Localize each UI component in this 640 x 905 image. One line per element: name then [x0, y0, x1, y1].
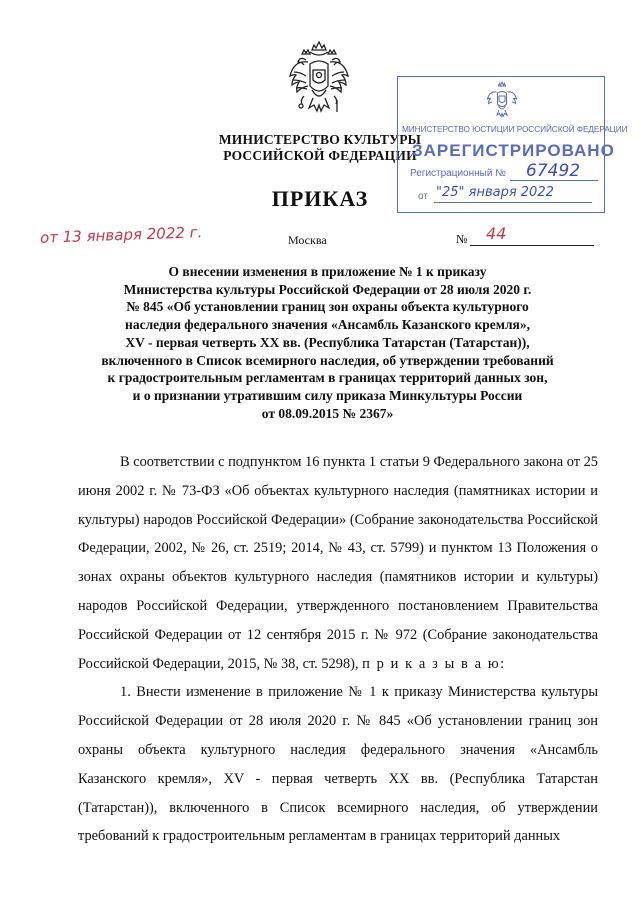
body-paragraph-1	[78, 448, 598, 678]
stamp-date-line	[434, 202, 592, 203]
stamp-date-prefix: от	[418, 191, 428, 202]
heading-line: Министерства культуры Российской Федерации от 28 июля 2020 г.	[123, 281, 532, 297]
order-city: Москва	[288, 233, 327, 247]
stamp-coat-of-arms-icon	[482, 81, 522, 121]
stamp-authority: МИНИСТЕРСТВО ЮСТИЦИИ РОССИЙСКОЙ ФЕДЕРАЦИИ	[402, 124, 628, 134]
heading-line: к градостроительным регламентам в границах территорий данных зон,	[107, 370, 548, 386]
order-date-handwritten: от 13 января 2022 г.	[39, 223, 203, 247]
order-number-line	[470, 245, 594, 246]
order-heading	[60, 263, 595, 422]
heading-line: и о признании утратившим силу приказа Минкультуры России	[132, 387, 523, 403]
order-number-sign: №	[456, 232, 468, 246]
ministry-line-2: РОССИЙСКОЙ ФЕДЕРАЦИИ	[223, 148, 417, 163]
ministry-line-1: МИНИСТЕРСТВО КУЛЬТУРЫ	[218, 132, 422, 147]
heading-line: XV - первая четверть XX вв. (Республика Татарстан (Татарстан)),	[125, 334, 530, 350]
registration-stamp	[397, 76, 628, 213]
heading-line: наследия федерального значения «Ансамбль Казанского кремля»,	[125, 317, 530, 333]
order-word: п р и к а з ы в а ю:	[362, 655, 506, 672]
stamp-registration-label: Регистрационный №	[410, 168, 506, 179]
heading-line: от 08.09.2015 № 2367»	[261, 405, 394, 421]
body-paragraph-2: 1. Внести изменение в приложение № 1 к приказу Министерства культуры Российской Федерации от 28 июля 2020 г. № 845 «Об установлении границ зон охраны объекта культурного наследия федерального значения «Ансамбль Казанского кремля», XV - первая четверть XX вв. (Республика Татарстан (Татарстан)), включенного в Список всемирного наследия, об утверждении требований к градостроительным регламентам в границах территорий данных	[78, 684, 598, 845]
order-title: ПРИКАЗ	[271, 186, 369, 211]
heading-line: О внесении изменения в приложение № 1 к приказу	[168, 264, 487, 279]
order-body	[78, 448, 598, 851]
stamp-date: "25" января 2022	[436, 185, 554, 200]
stamp-registration-number: 67492	[526, 161, 581, 181]
heading-line: включенного в Список всемирного наследия, об утверждении требований	[101, 352, 554, 368]
coat-of-arms-icon	[288, 40, 350, 120]
stamp-status: ЗАРЕГИСТРИРОВАНО	[412, 141, 615, 160]
heading-line: № 845 «Об установлении границ зон охраны объекта культурного	[126, 299, 529, 315]
order-number-handwritten: 44	[486, 224, 507, 243]
body-paragraph-1-text: В соответствии с подпунктом 16 пункта 1 статьи 9 Федерального закона от 25 июня 2002 г. № 73-ФЗ «Об объектах культурного наследия (памятниках истории и культуры) народов Российской Федерации» (Собрание законодательства Российской Федерации, 2002, № 26, ст. 2519; 2014, № 43, ст. 5799) и пунктом 13 Положения о зонах охраны объектов культурного наследия (памятников истории и культуры) народов Российской Федерации, утвержденного постановлением Правительства Российской Федерации от 12 сентября 2015 г. № 972 (Собрание законодательства Российской Федерации, 2015, № 38, ст. 5298),	[78, 454, 598, 672]
